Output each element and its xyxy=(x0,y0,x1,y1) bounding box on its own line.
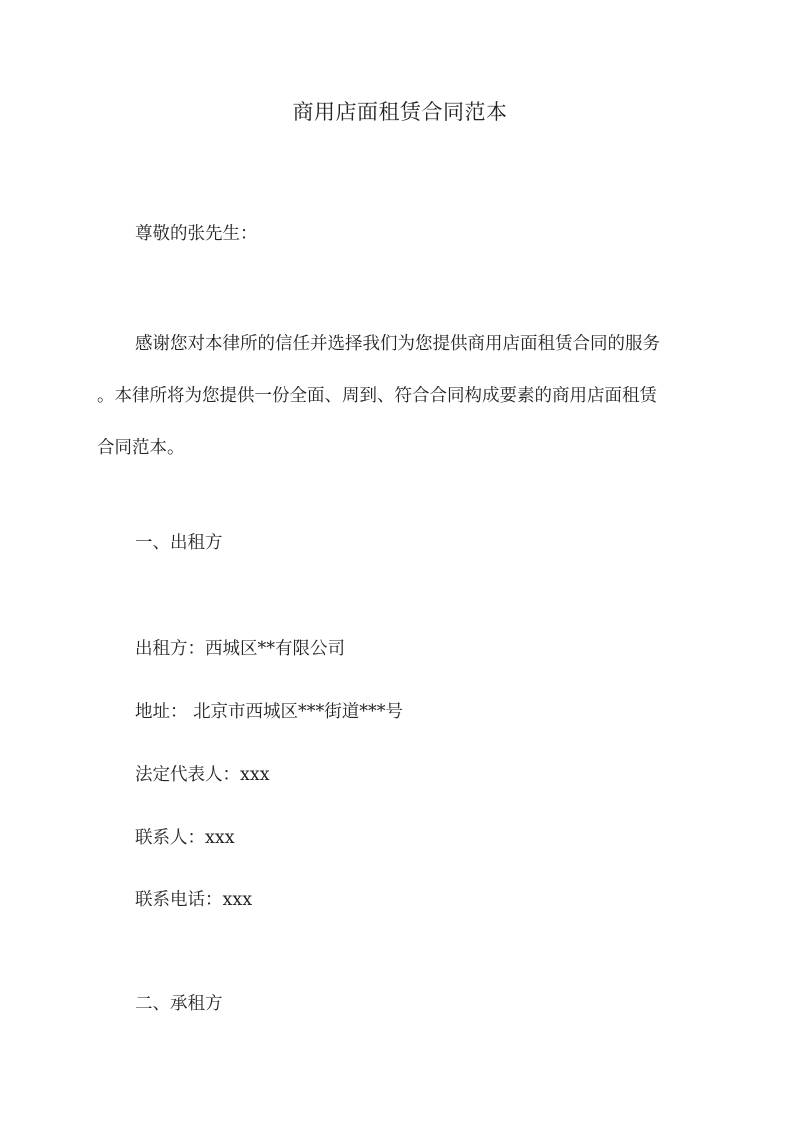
lessor-legal-representative: 法定代表人：xxx xyxy=(135,765,270,785)
intro-line-1: 感谢您对本律所的信任并选择我们为您提供商用店面租赁合同的服务 xyxy=(135,334,660,354)
intro-line-2: 。本律所将为您提供一份全面、周到、符合合同构成要素的商用店面租赁 xyxy=(97,386,657,406)
section-heading-lessee: 二、承租方 xyxy=(135,994,223,1014)
intro-paragraph xyxy=(97,318,703,474)
document-title: 商用店面租赁合同范本 xyxy=(292,100,508,124)
lessor-phone: 联系电话：xxx xyxy=(135,890,253,910)
lessor-contact-person: 联系人：xxx xyxy=(135,828,235,848)
lessor-name: 出租方：西城区**有限公司 xyxy=(135,639,345,659)
section-heading-lessor: 一、出租方 xyxy=(135,533,223,553)
lessor-address: 地址： 北京市西城区***街道***号 xyxy=(135,702,404,722)
salutation: 尊敬的张先生： xyxy=(135,224,258,244)
intro-line-3: 合同范本。 xyxy=(97,438,185,458)
